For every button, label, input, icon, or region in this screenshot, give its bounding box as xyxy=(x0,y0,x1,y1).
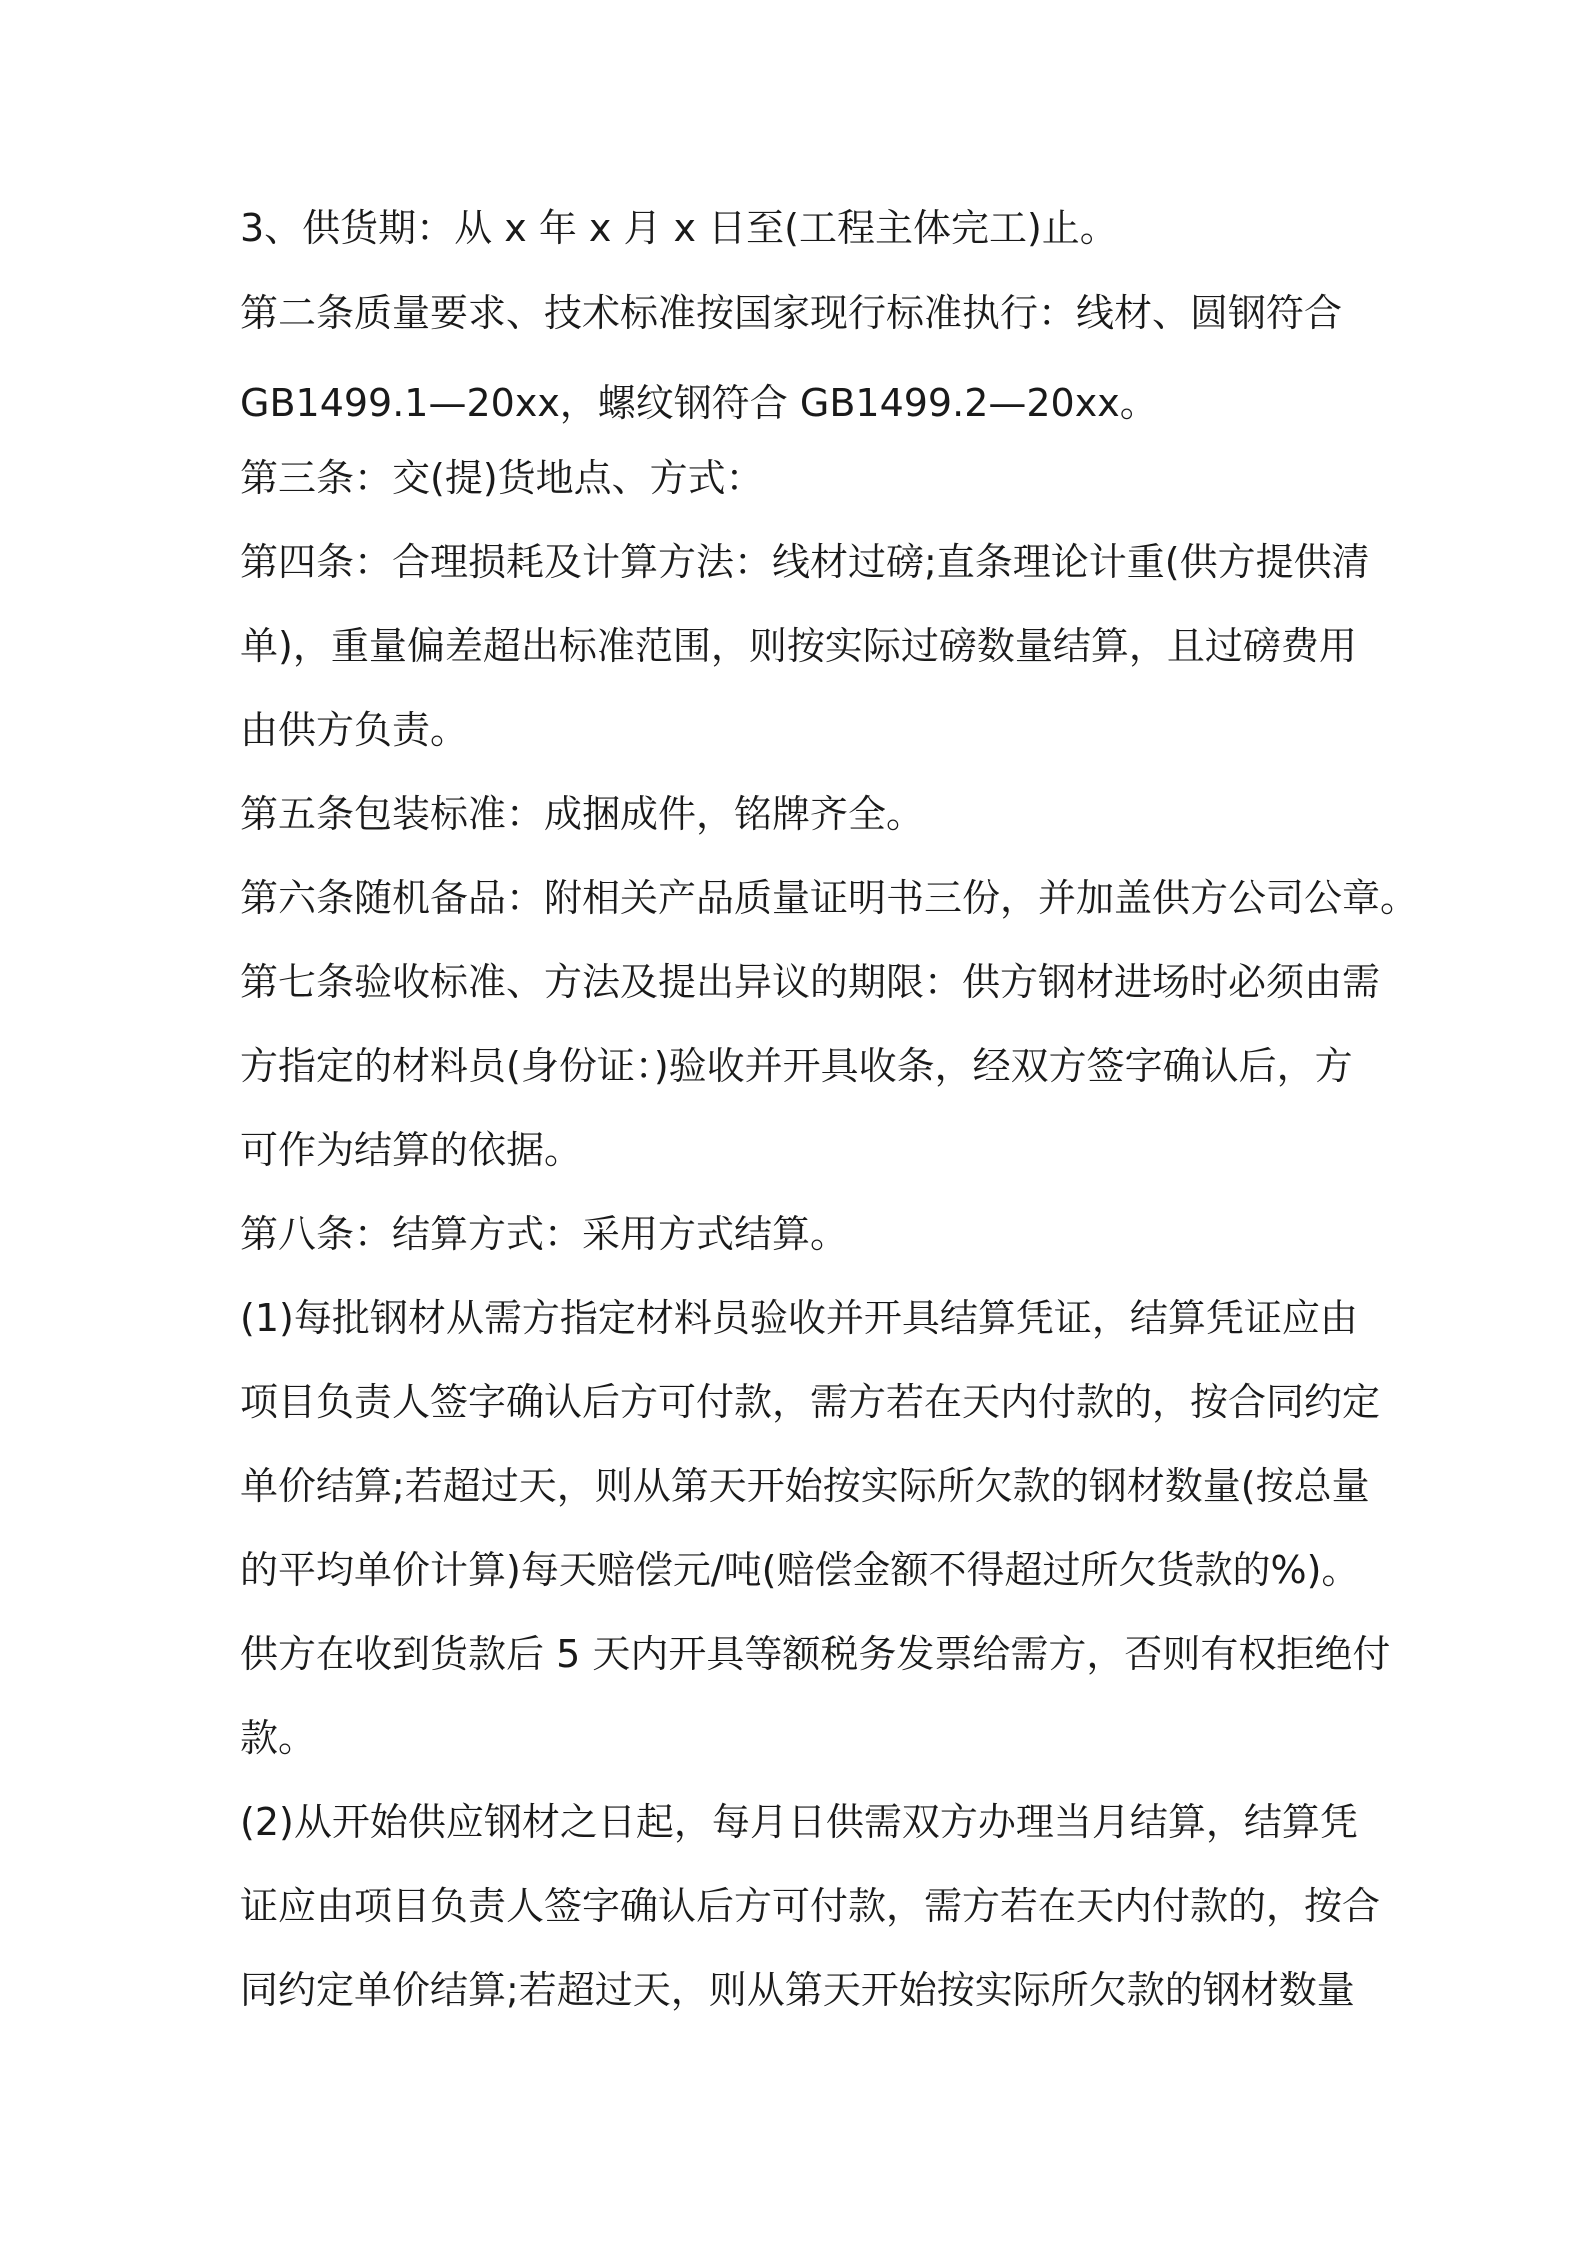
text-line: 的平均单价计算)每天赔偿元/吨(赔偿金额不得超过所欠货款的%)。 xyxy=(240,1548,1360,1592)
text-line: GB1499.1—20xx，螺纹钢符合 GB1499.2—20xx。 xyxy=(240,381,1158,425)
text-line: (1)每批钢材从需方指定材料员验收并开具结算凭证，结算凭证应由 xyxy=(240,1296,1358,1340)
text-line: 项目负责人签字确认后方可付款，需方若在天内付款的，按合同约定 xyxy=(240,1380,1381,1424)
text-line: 供方在收到货款后 5 天内开具等额税务发票给需方，否则有权拒绝付 xyxy=(240,1632,1391,1676)
text-line: 第三条：交(提)货地点、方式： xyxy=(240,456,764,500)
text-line: (2)从开始供应钢材之日起，每月日供需双方办理当月结算，结算凭 xyxy=(240,1800,1358,1844)
text-line: 第二条质量要求、技术标准按国家现行标准执行：线材、圆钢符合 xyxy=(240,291,1343,335)
text-line: 可作为结算的依据。 xyxy=(240,1128,583,1172)
text-line: 由供方负责。 xyxy=(240,708,469,752)
text-line: 款。 xyxy=(240,1716,317,1760)
text-line: 单)，重量偏差超出标准范围，则按实际过磅数量结算，且过磅费用 xyxy=(240,624,1357,668)
text-line: 证应由项目负责人签字确认后方可付款，需方若在天内付款的，按合 xyxy=(240,1884,1381,1928)
text-line: 第四条：合理损耗及计算方法：线材过磅;直条理论计重(供方提供清 xyxy=(240,540,1370,584)
text-line: 第六条随机备品：附相关产品质量证明书三份，并加盖供方公司公章。 xyxy=(240,876,1419,920)
text-line: 方指定的材料员(身份证：)验收并开具收条，经双方签字确认后，方 xyxy=(240,1044,1353,1088)
text-line: 第七条验收标准、方法及提出异议的期限：供方钢材进场时必须由需 xyxy=(240,960,1381,1004)
text-line: 第五条包装标准：成捆成件，铭牌齐全。 xyxy=(240,792,925,836)
text-line: 3、供货期：从 x 年 x 月 x 日至(工程主体完工)止。 xyxy=(240,206,1118,250)
text-line: 同约定单价结算;若超过天，则从第天开始按实际所欠款的钢材数量 xyxy=(240,1968,1355,2012)
text-line: 第八条：结算方式：采用方式结算。 xyxy=(240,1212,849,1256)
text-line: 单价结算;若超过天，则从第天开始按实际所欠款的钢材数量(按总量 xyxy=(240,1464,1370,1508)
